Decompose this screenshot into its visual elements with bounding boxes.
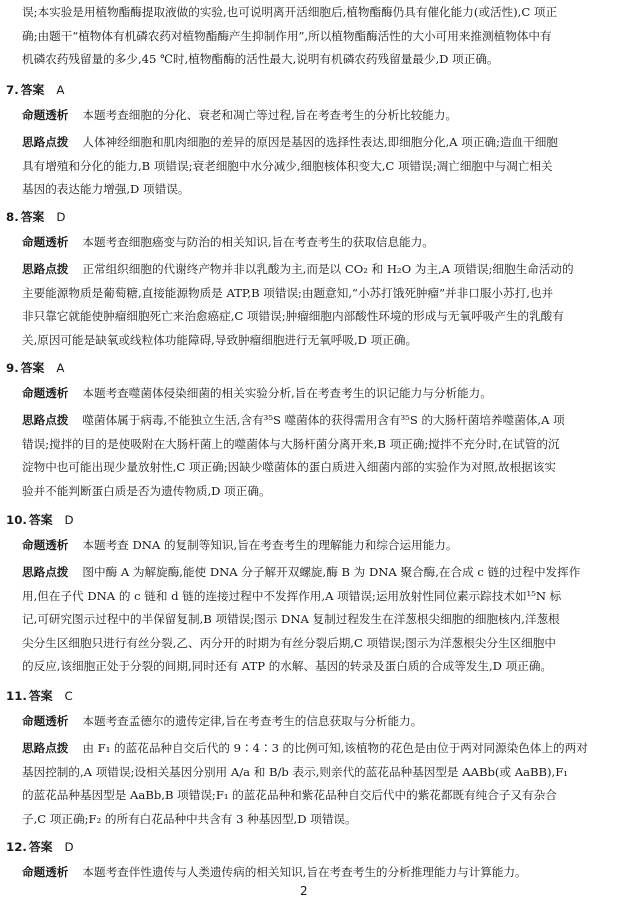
answer-value: C (64, 689, 73, 703)
thinking-label: 思路点拨 (22, 565, 69, 579)
text-line: 的反应,该细胞正处于分裂的间期,同时还有 ATP 的水解、基因的转录及蛋白质的合成等发生,D 项正确。 (22, 659, 553, 674)
answer-label: 答案 (20, 361, 45, 375)
question-11-analysis (22, 710, 628, 734)
question-10-thinking (22, 561, 628, 679)
analysis-text: 本题考查伴性遗传与人类遗传病的相关知识,旨在考查考生的分析推理能力与计算能力。 (82, 865, 527, 879)
text-line: 淀物中也可能出现少量放射性,C 项正确;因缺少噬菌体的蛋白质进入细菌内部的实验作为对照,故根据该实 (22, 460, 556, 475)
thinking-text: 正常组织细胞的代谢终产物并非以乳酸为主,而是以 CO₂ 和 H₂O 为主,A 项错误;细胞生命活动的 (82, 262, 574, 276)
question-8-thinking (22, 258, 628, 352)
question-12-answer (6, 837, 74, 857)
answer-value: A (56, 361, 65, 375)
page-number: 2 (300, 884, 308, 898)
question-number: 7. (6, 83, 19, 97)
analysis-label: 命题透析 (22, 714, 69, 728)
question-number: 9. (6, 361, 19, 375)
analysis-label: 命题透析 (22, 386, 69, 400)
question-7-answer (6, 80, 64, 100)
thinking-label: 思路点拨 (22, 741, 69, 755)
text-line: 主要能源物质是葡萄糖,直接能源物质是 ATP,B 项错误;由题意知,“小苏打饿死肿瘤”并非口服小苏打,也并 (22, 285, 554, 300)
analysis-label: 命题透析 (22, 865, 69, 879)
thinking-text: 噬菌体属于病毒,不能独立生活,含有³⁵S 噬菌体的获得需用含有³⁵S 的大肠杆菌培养噬菌体,A 项 (82, 413, 565, 427)
question-12-analysis (22, 861, 628, 885)
question-number: 11. (6, 689, 27, 703)
analysis-label: 命题透析 (22, 235, 69, 249)
thinking-text: 由 F₁ 的蓝花品种自交后代的 9∶4∶3 的比例可知,该植物的花色是由位于两对同源染色体上的两对 (82, 741, 588, 755)
text-line: 关,原因可能是缺氧或线粒体功能障碍,导致肿瘤细胞进行无氧呼吸,D 项正确。 (22, 332, 418, 347)
text-line: 基因控制的,A 项错误;设相关基因分别用 A/a 和 B/b 表示,则亲代的蓝花品种基因型是 AABb(或 AaBB),F₁ (22, 764, 568, 779)
text-line: 验并不能判断蛋白质是否为遗传物质,D 项正确。 (22, 483, 271, 498)
thinking-text: 图中酶 A 为解旋酶,能使 DNA 分子解开双螺旋,酶 B 为 DNA 聚合酶,在合成 c 链的过程中发挥作 (82, 565, 581, 579)
question-10-answer (6, 510, 74, 530)
text-line: 机磷农药残留量的多少,45 ℃时,植物酯酶的活性最大,说明有机磷农药残留量最少,D 项正确。 (22, 52, 499, 67)
analysis-label: 命题透析 (22, 108, 69, 122)
question-number: 8. (6, 210, 19, 224)
text-line: 记,可研究图示过程中的半保留复制,B 项错误;图示 DNA 复制过程发生在洋葱根尖细胞的细胞核内,洋葱根 (22, 612, 560, 627)
question-number: 12. (6, 840, 27, 854)
analysis-text: 本题考查孟德尔的遗传定律,旨在考查考生的信息获取与分析能力。 (82, 714, 423, 728)
text-line: 错误;搅拌的目的是使吸附在大肠杆菌上的噬菌体与大肠杆菌分离开来,B 项正确;搅拌不充分时,在试管的沉 (22, 436, 560, 451)
answer-label: 答案 (20, 210, 45, 224)
text-line: 确;由题干“植物体有机磷农药对植物酯酶产生抑制作用”,所以植物酯酶活性的大小可用来推测植物体中有 (22, 28, 552, 43)
analysis-text: 本题考查细胞的分化、衰老和凋亡等过程,旨在考查考生的分析比较能力。 (82, 108, 458, 122)
question-number: 10. (6, 513, 27, 527)
question-7-thinking (22, 131, 628, 202)
answer-value: D (56, 210, 66, 224)
thinking-label: 思路点拨 (22, 413, 69, 427)
question-11-answer (6, 686, 73, 706)
analysis-text: 本题考查细胞癌变与防治的相关知识,旨在考查考生的获取信息能力。 (82, 235, 434, 249)
text-line: 具有增殖和分化的能力,B 项错误;衰老细胞中水分减少,细胞核体积变大,C 项错误;凋亡细胞中与凋亡相关 (22, 158, 553, 173)
answer-value: A (56, 83, 65, 97)
question-10-analysis (22, 534, 628, 558)
text-line: 误;本实验是用植物酯酶提取液做的实验,也可说明离开活细胞后,植物酯酶仍具有催化能力(或活性),C 项正 (22, 5, 558, 19)
question-9-thinking (22, 409, 628, 503)
thinking-label: 思路点拨 (22, 262, 69, 276)
answer-label: 答案 (28, 513, 53, 527)
answer-label: 答案 (28, 689, 53, 703)
answer-value: D (64, 840, 74, 854)
question-9-analysis (22, 382, 628, 406)
question-9-answer (6, 358, 64, 378)
text-line: 基因的表达能力增强,D 项错误。 (22, 182, 190, 197)
text-line: 子,C 项正确;F₂ 的所有白花品种中共含有 3 种基因型,D 项错误。 (22, 811, 357, 826)
answer-label: 答案 (28, 840, 53, 854)
text-line: 非只靠它就能使肿瘤细胞死亡来治愈癌症,C 项错误;肿瘤细胞内部酸性环境的形成与无氧呼吸产生的乳酸有 (22, 309, 564, 324)
thinking-text: 人体神经细胞和肌肉细胞的差异的原因是基因的选择性表达,即细胞分化,A 项正确;造血干细胞 (82, 135, 558, 149)
answer-value: D (64, 513, 74, 527)
analysis-label: 命题透析 (22, 538, 69, 552)
question-8-answer (6, 207, 65, 227)
text-line: 用,但在子代 DNA 的 c 链和 d 链的连接过程中不发挥作用,A 项错误;运用放射性同位素示踪技术如¹⁵N 标 (22, 588, 562, 603)
question-8-analysis (22, 231, 628, 255)
text-line: 的蓝花品种基因型是 AaBb,B 项错误;F₁ 的蓝花品种和紫花品种自交后代中的紫花都既有纯合子又有杂合 (22, 788, 557, 803)
text-line: 尖分生区细胞只进行有丝分裂,乙、丙分开的时期为有丝分裂后期,C 项错误;图示为洋葱根尖分生区细胞中 (22, 635, 556, 650)
question-11-thinking (22, 737, 628, 831)
answer-label: 答案 (20, 83, 45, 97)
analysis-text: 本题考查 DNA 的复制等知识,旨在考查考生的理解能力和综合运用能力。 (82, 538, 458, 552)
analysis-text: 本题考查噬菌体侵染细菌的相关实验分析,旨在考查考生的识记能力与分析能力。 (82, 386, 492, 400)
question-7-analysis (22, 104, 628, 128)
thinking-label: 思路点拨 (22, 135, 69, 149)
intro-paragraph (22, 1, 628, 72)
